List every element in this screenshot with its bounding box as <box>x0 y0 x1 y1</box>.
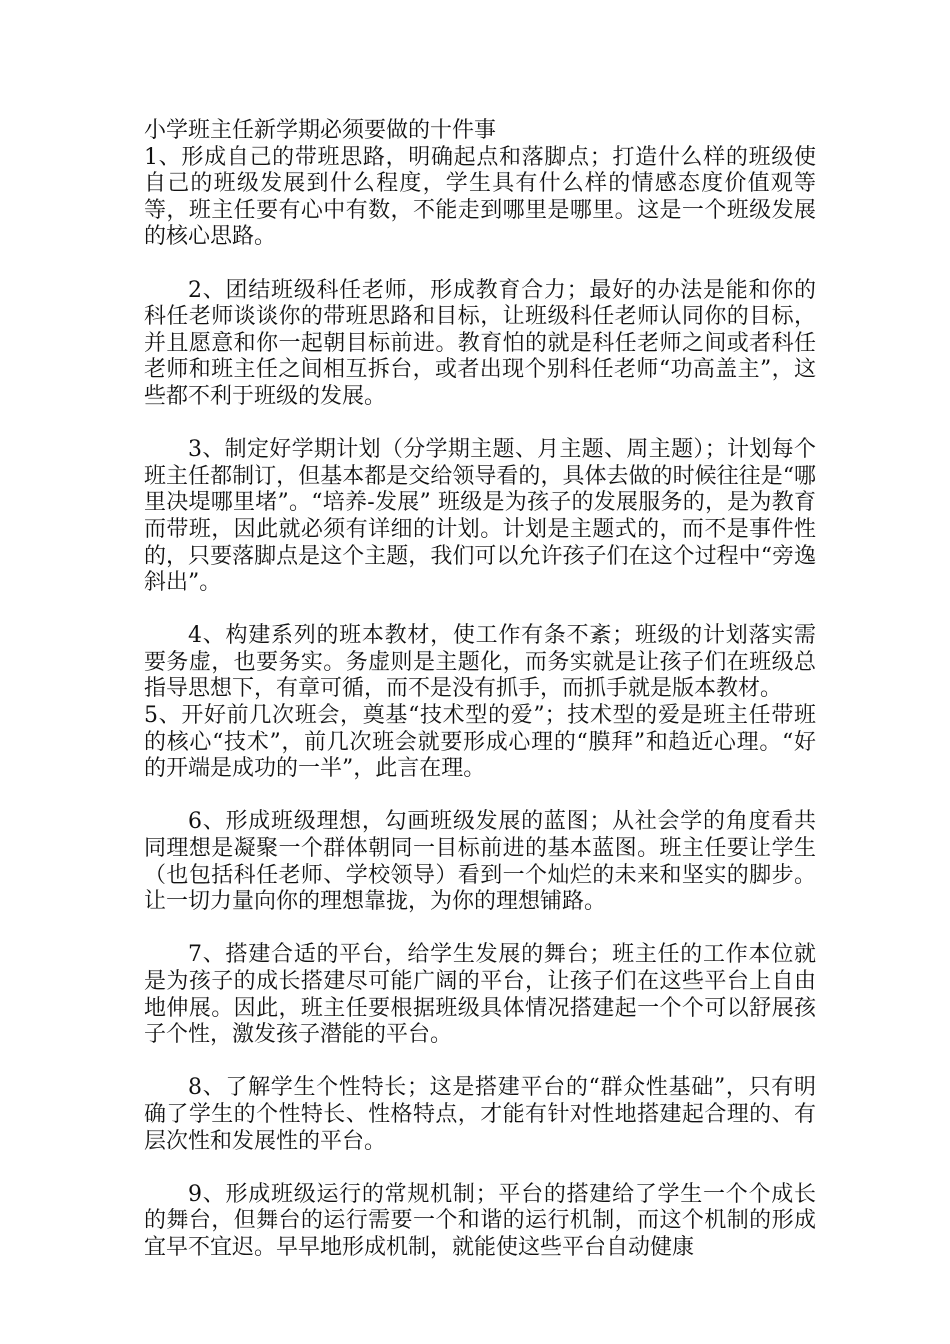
paragraph-5: 5、开好前几次班会，奠基“技术型的爱”；技术型的爱是班主任带班的核心“技术”，前几次班会就要形成心理的“膜拜”和趋近心理。“好的开端是成功的一半”，此言在理。 <box>144 703 816 782</box>
paragraph-9: 9、形成班级运行的常规机制；平台的搭建给了学生一个个成长的舞台，但舞台的运行需要一个和谐的运行机制，而这个机制的形成宜早不宜迟。早早地形成机制，就能使这些平台自动健康 <box>144 1181 816 1260</box>
paragraph-8: 8、了解学生个性特长；这是搭建平台的“群众性基础”，只有明确了学生的个性特长、性格特点，才能有针对性地搭建起合理的、有层次性和发展性的平台。 <box>144 1075 816 1154</box>
paragraph-1: 1、形成自己的带班思路，明确起点和落脚点；打造什么样的班级使自己的班级发展到什么程度，学生具有什么样的情感态度价值观等等，班主任要有心中有数，不能走到哪里是哪里。这是一个班级发展的核心思路。 <box>144 144 816 250</box>
paragraph-6: 6、形成班级理想，勾画班级发展的蓝图；从社会学的角度看共同理想是凝聚一个群体朝同一目标前进的基本蓝图。班主任要让学生（也包括科任老师、学校领导）看到一个灿烂的未来和坚实的脚步。让一切力量向你的理想靠拢，为你的理想铺路。 <box>144 809 816 915</box>
paragraph-7: 7、搭建合适的平台，给学生发展的舞台；班主任的工作本位就是为孩子的成长搭建尽可能广阔的平台，让孩子们在这些平台上自由地伸展。因此，班主任要根据班级具体情况搭建起一个个可以舒展孩子个性，激发孩子潜能的平台。 <box>144 942 816 1048</box>
document-body <box>144 118 816 1262</box>
paragraph-2: 2、团结班级科任老师，形成教育合力；最好的办法是能和你的科任老师谈谈你的带班思路和目标，让班级科任老师认同你的目标，并且愿意和你一起朝目标前进。教育怕的就是科任老师之间或者科任老师和班主任之间相互拆台，或者出现个别科任老师“功高盖主”，这些都不利于班级的发展。 <box>144 277 816 409</box>
paragraph-4: 4、构建系列的班本教材，使工作有条不紊；班级的计划落实需要务虚，也要务实。务虚则是主题化，而务实就是让孩子们在班级总指导思想下，有章可循，而不是没有抓手，而抓手就是版本教材。 <box>144 623 816 702</box>
document-title: 小学班主任新学期必须要做的十件事 <box>144 118 497 143</box>
paragraph-3: 3、制定好学期计划（分学期主题、月主题、周主题）；计划每个班主任都制订，但基本都是交给领导看的，具体去做的时候往往是“哪里决堤哪里堵”。“培养-发展” 班级是为孩子的发展服务的，是为教育而带班，因此就必须有详细的计划。计划是主题式的，而不是事件性的，只要落脚点是这个主题，我们可以允许孩子们在这个过程中“旁逸斜出”。 <box>144 437 816 596</box>
